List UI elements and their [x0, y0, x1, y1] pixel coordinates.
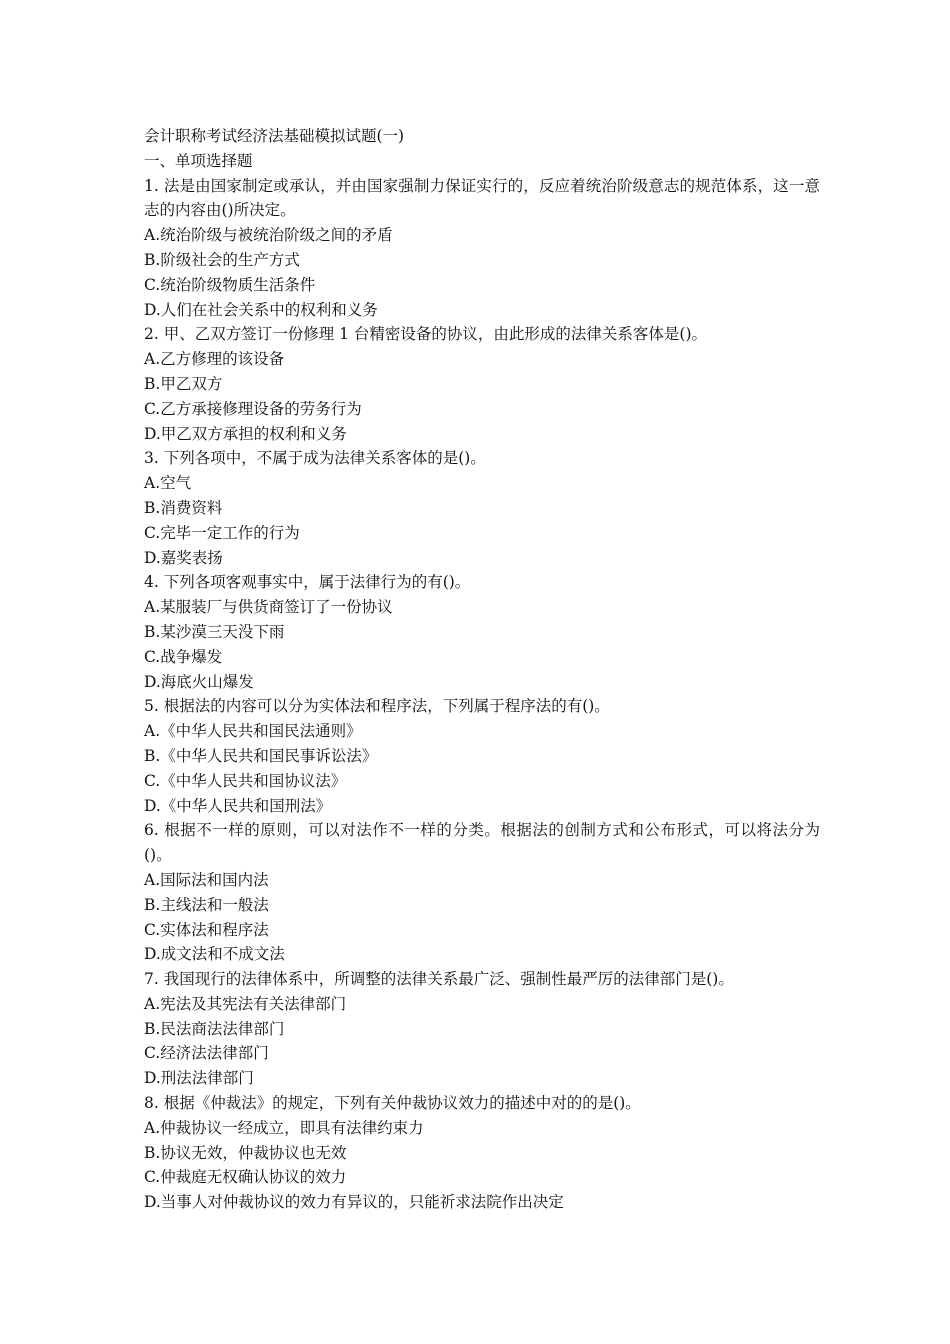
option-a: A.国际法和国内法 — [144, 870, 269, 889]
option-a: A.宪法及其宪法有关法律部门 — [144, 994, 347, 1013]
question-stem: 4. 下列各项客观事实中，属于法律行为的有()。 — [144, 573, 471, 592]
option-b: B.主线法和一般法 — [144, 895, 269, 914]
option-c: C.实体法和程序法 — [144, 920, 269, 939]
option-c: C.完毕一定工作的行为 — [144, 523, 300, 542]
document-title: 会计职称考试经济法基础模拟试题(一) — [144, 127, 405, 145]
option-b: B.甲乙双方 — [144, 374, 223, 393]
option-b: B.某沙漠三天没下雨 — [144, 622, 285, 641]
option-a: A.仲裁协议一经成立，即具有法律约束力 — [144, 1118, 424, 1137]
option-d: D.嘉奖表扬 — [144, 548, 223, 567]
option-d: D.刑法法律部门 — [144, 1069, 254, 1088]
option-d: D.成文法和不成文法 — [144, 945, 285, 964]
question-6 — [144, 818, 820, 967]
option-b: B.《中华人民共和国民事诉讼法》 — [144, 746, 378, 765]
option-b: B.协议无效，仲裁协议也无效 — [144, 1143, 347, 1162]
option-c: C.经济法法律部门 — [144, 1044, 269, 1063]
option-d: D.《中华人民共和国刑法》 — [144, 796, 332, 815]
option-d: D.甲乙双方承担的权利和义务 — [144, 424, 347, 443]
question-stem: 8. 根据《仲裁法》的规定，下列有关仲裁协议效力的描述中对的的是()。 — [144, 1094, 641, 1113]
option-c: C.《中华人民共和国协议法》 — [144, 771, 347, 790]
question-stem: 1. 法是由国家制定或承认，并由国家强制力保证实行的，反应着统治阶级意志的规范体系，这一意志的内容由()所决定。 — [144, 176, 820, 220]
section-heading: 一、单项选择题 — [144, 151, 253, 170]
option-a: A.某服装厂与供货商签订了一份协议 — [144, 598, 393, 617]
question-4 — [144, 570, 820, 694]
option-b: B.民法商法法律部门 — [144, 1019, 285, 1038]
question-stem: 2. 甲、乙双方签订一份修理 1 台精密设备的协议，由此形成的法律关系客体是()。 — [144, 325, 708, 344]
question-1 — [144, 174, 820, 323]
option-a: A.《中华人民共和国民法通则》 — [144, 722, 362, 741]
document-body — [144, 124, 820, 1215]
question-5 — [144, 694, 820, 818]
option-a: A.空气 — [144, 474, 192, 493]
option-c: C.仲裁庭无权确认协议的效力 — [144, 1168, 347, 1187]
question-3 — [144, 446, 820, 570]
option-b: B.阶级社会的生产方式 — [144, 250, 300, 269]
question-stem: 6. 根据不一样的原则，可以对法作不一样的分类。根据法的创制方式和公布形式，可以将法分为()。 — [144, 821, 820, 865]
question-7 — [144, 967, 820, 1091]
question-stem: 5. 根据法的内容可以分为实体法和程序法，下列属于程序法的有()。 — [144, 697, 610, 716]
option-d: D.当事人对仲裁协议的效力有异议的，只能祈求法院作出决定 — [144, 1193, 564, 1212]
option-c: C.战争爆发 — [144, 647, 223, 666]
option-d: D.人们在社会关系中的权利和义务 — [144, 300, 378, 319]
option-c: C.统治阶级物质生活条件 — [144, 275, 316, 294]
question-8 — [144, 1091, 820, 1215]
option-c: C.乙方承接修理设备的劳务行为 — [144, 399, 362, 418]
option-a: A.乙方修理的该设备 — [144, 350, 285, 369]
option-d: D.海底火山爆发 — [144, 672, 254, 691]
question-stem: 3. 下列各项中，不属于成为法律关系客体的是()。 — [144, 449, 486, 468]
question-2 — [144, 322, 820, 446]
option-b: B.消费资料 — [144, 498, 223, 517]
option-a: A.统治阶级与被统治阶级之间的矛盾 — [144, 226, 393, 245]
question-stem: 7. 我国现行的法律体系中，所调整的法律关系最广泛、强制性最严厉的法律部门是()。 — [144, 970, 734, 989]
